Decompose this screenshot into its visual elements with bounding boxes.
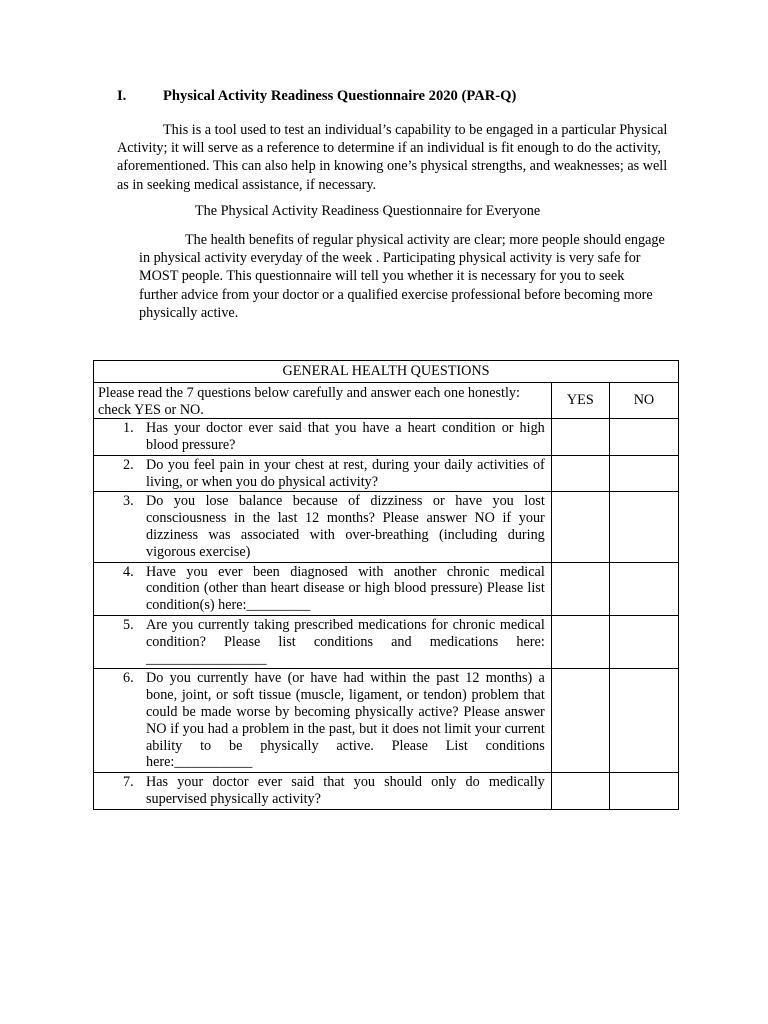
table-row — [94, 615, 679, 668]
no-column-header: NO — [609, 383, 678, 419]
table-row — [94, 562, 679, 615]
question-cell — [94, 615, 552, 668]
question-cell — [94, 455, 552, 492]
yes-answer-cell[interactable] — [551, 669, 609, 773]
intro-paragraph: This is a tool used to test an individual’s capability to be engaged in a particular Physical Activity; it will serve as a reference to determine if an individual is fit enough to do the activity, aforementioned. This can also help in knowing one’s physical strengths, and weaknesses; as well as in seeking medical assistance, if necessary. — [117, 122, 668, 193]
question-cell — [94, 669, 552, 773]
question-text: Have you ever been diagnosed with another chronic medical condition (other than heart disease or high blood pressure) Please list condition(s) here:_________ — [146, 563, 545, 614]
question-text: Do you lose balance because of dizziness or have you lost consciousness in the last 12 months? Please answer NO if your dizziness was associated with over-breathing (including during vigorous exercise) — [146, 493, 545, 560]
table-row — [94, 669, 679, 773]
section-number: I. — [117, 88, 127, 104]
benefits-paragraph: The health benefits of regular physical activity are clear; more people should engage in physical activity everyday of the week . Participating physical activity is very safe for MOST people. This questionnaire will tell you whether it is necessary for you to seek further advice from your doctor or a qualified exercise professional before becoming more physically active. — [139, 232, 665, 321]
question-text: Has your doctor ever said that you should only do medically supervised physically activity? — [146, 774, 545, 807]
question-text: Has your doctor ever said that you have a heart condition or high blood pressure? — [146, 420, 545, 453]
no-answer-cell[interactable] — [609, 669, 678, 773]
yes-answer-cell[interactable] — [551, 773, 609, 810]
question-cell — [94, 419, 552, 456]
yes-answer-cell[interactable] — [551, 562, 609, 615]
yes-answer-cell[interactable] — [551, 419, 609, 456]
question-cell — [94, 773, 552, 810]
table-row — [94, 773, 679, 810]
no-answer-cell[interactable] — [609, 773, 678, 810]
question-number: 3. — [123, 493, 134, 510]
question-number: 7. — [123, 774, 134, 791]
question-text: Do you feel pain in your chest at rest, during your daily activities of living, or when you do physical activity? — [146, 456, 545, 490]
question-number: 6. — [123, 670, 134, 687]
no-answer-cell[interactable] — [609, 419, 678, 456]
general-health-questions-table — [93, 360, 679, 810]
table-row — [94, 492, 679, 562]
table-instructions: Please read the 7 questions below carefully and answer each one honestly: check YES or NO. — [94, 383, 552, 419]
table-row — [94, 455, 679, 492]
no-answer-cell[interactable] — [609, 615, 678, 668]
no-answer-cell[interactable] — [609, 492, 678, 562]
yes-answer-cell[interactable] — [551, 615, 609, 668]
yes-answer-cell[interactable] — [551, 492, 609, 562]
question-cell — [94, 492, 552, 562]
no-answer-cell[interactable] — [609, 455, 678, 492]
yes-answer-cell[interactable] — [551, 455, 609, 492]
question-cell — [94, 562, 552, 615]
section-heading — [117, 88, 516, 105]
table-title-row — [94, 361, 679, 383]
question-number: 2. — [123, 456, 134, 473]
table-header-row — [94, 383, 679, 419]
table-row — [94, 419, 679, 456]
yes-column-header: YES — [551, 383, 609, 419]
questionnaire-subtitle: The Physical Activity Readiness Questionnaire for Everyone — [195, 203, 541, 219]
table-title: GENERAL HEALTH QUESTIONS — [94, 361, 679, 383]
question-text: Are you currently taking prescribed medications for chronic medical condition? Please list conditions and medications here: _________________ — [146, 616, 545, 667]
question-number: 4. — [123, 563, 134, 580]
section-title: Physical Activity Readiness Questionnaire 2020 (PAR-Q) — [163, 88, 517, 104]
question-text: Do you currently have (or have had within the past 12 months) a bone, joint, or soft tissue (muscle, ligament, or tendon) problem that could be made worse by becoming physically active? Please answer NO if you had a problem in the past, but it does not limit your current ability to be physically active. Please List conditions here:___________ — [146, 670, 545, 771]
no-answer-cell[interactable] — [609, 562, 678, 615]
question-number: 5. — [123, 616, 134, 633]
question-number: 1. — [123, 420, 134, 437]
